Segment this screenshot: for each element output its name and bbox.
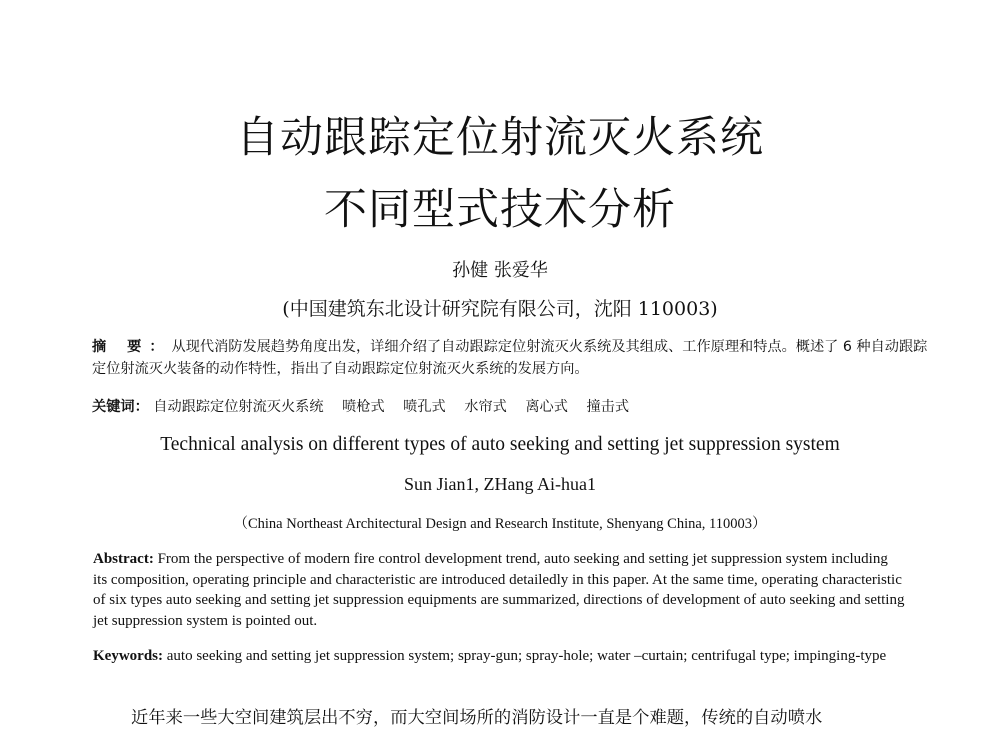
keyword-cn-item: 撞击式 xyxy=(586,399,630,415)
keywords-en-label: Keywords: xyxy=(93,648,163,664)
keywords-en-text: auto seeking and setting jet suppression system; spray-gun; spray-hole; water –curtain; centrifugal type; impinging-type xyxy=(166,648,887,664)
keyword-cn-item: 自动跟踪定位射流灭火系统 xyxy=(153,399,324,415)
keyword-cn-item: 水帘式 xyxy=(464,399,507,415)
authors-cn: 孙健 张爱华 xyxy=(452,260,548,281)
keywords-cn xyxy=(92,396,932,416)
affiliation-cn: (中国建筑东北设计研究院有限公司，沈阳 110003) xyxy=(282,298,718,320)
abstract-cn-label: 摘 要： xyxy=(92,339,172,355)
abstract-en xyxy=(93,549,905,631)
keywords-en xyxy=(93,646,923,667)
keyword-cn-item: 离心式 xyxy=(525,399,568,415)
affiliation-en: （China Northeast Architectural Design and Research Institute, Shenyang China, 110003） xyxy=(233,516,767,532)
abstract-cn xyxy=(92,336,932,380)
paper-title-en: Technical analysis on different types of auto seeking and setting jet suppression system xyxy=(160,434,840,455)
abstract-en-label: Abstract: xyxy=(93,551,154,567)
abstract-en-text: From the perspective of modern fire control development trend, auto seeking and setting jet suppression system including its composition, operating principle and characteristic are introduced detailedly in this paper. At the same time, operating characteristic of six types auto seeking and setting jet suppression equipments are summarized, directions of development of auto seeking and setting jet suppression system is pointed out. xyxy=(93,551,905,629)
keywords-cn-label: 关键词： xyxy=(92,399,149,415)
abstract-cn-text: 从现代消防发展趋势角度出发，详细介绍了自动跟踪定位射流灭火系统及其组成、工作原理和特点。概述了 6 种自动跟踪定位射流灭火装备的动作特性，指出了自动跟踪定位射流灭火系统的发展方向。 xyxy=(92,339,928,377)
keyword-cn-item: 喷孔式 xyxy=(403,399,446,415)
authors-en: Sun Jian1, ZHang Ai-hua1 xyxy=(404,474,596,494)
paper-title-line-2: 不同型式技术分析 xyxy=(324,185,676,235)
paper-title-line-1: 自动跟踪定位射流灭火系统 xyxy=(236,113,764,163)
keyword-cn-item: 喷枪式 xyxy=(342,399,385,415)
body-paragraph: 近年来一些大空间建筑层出不穷，而大空间场所的消防设计一直是个难题，传统的自动喷水 xyxy=(131,708,823,728)
